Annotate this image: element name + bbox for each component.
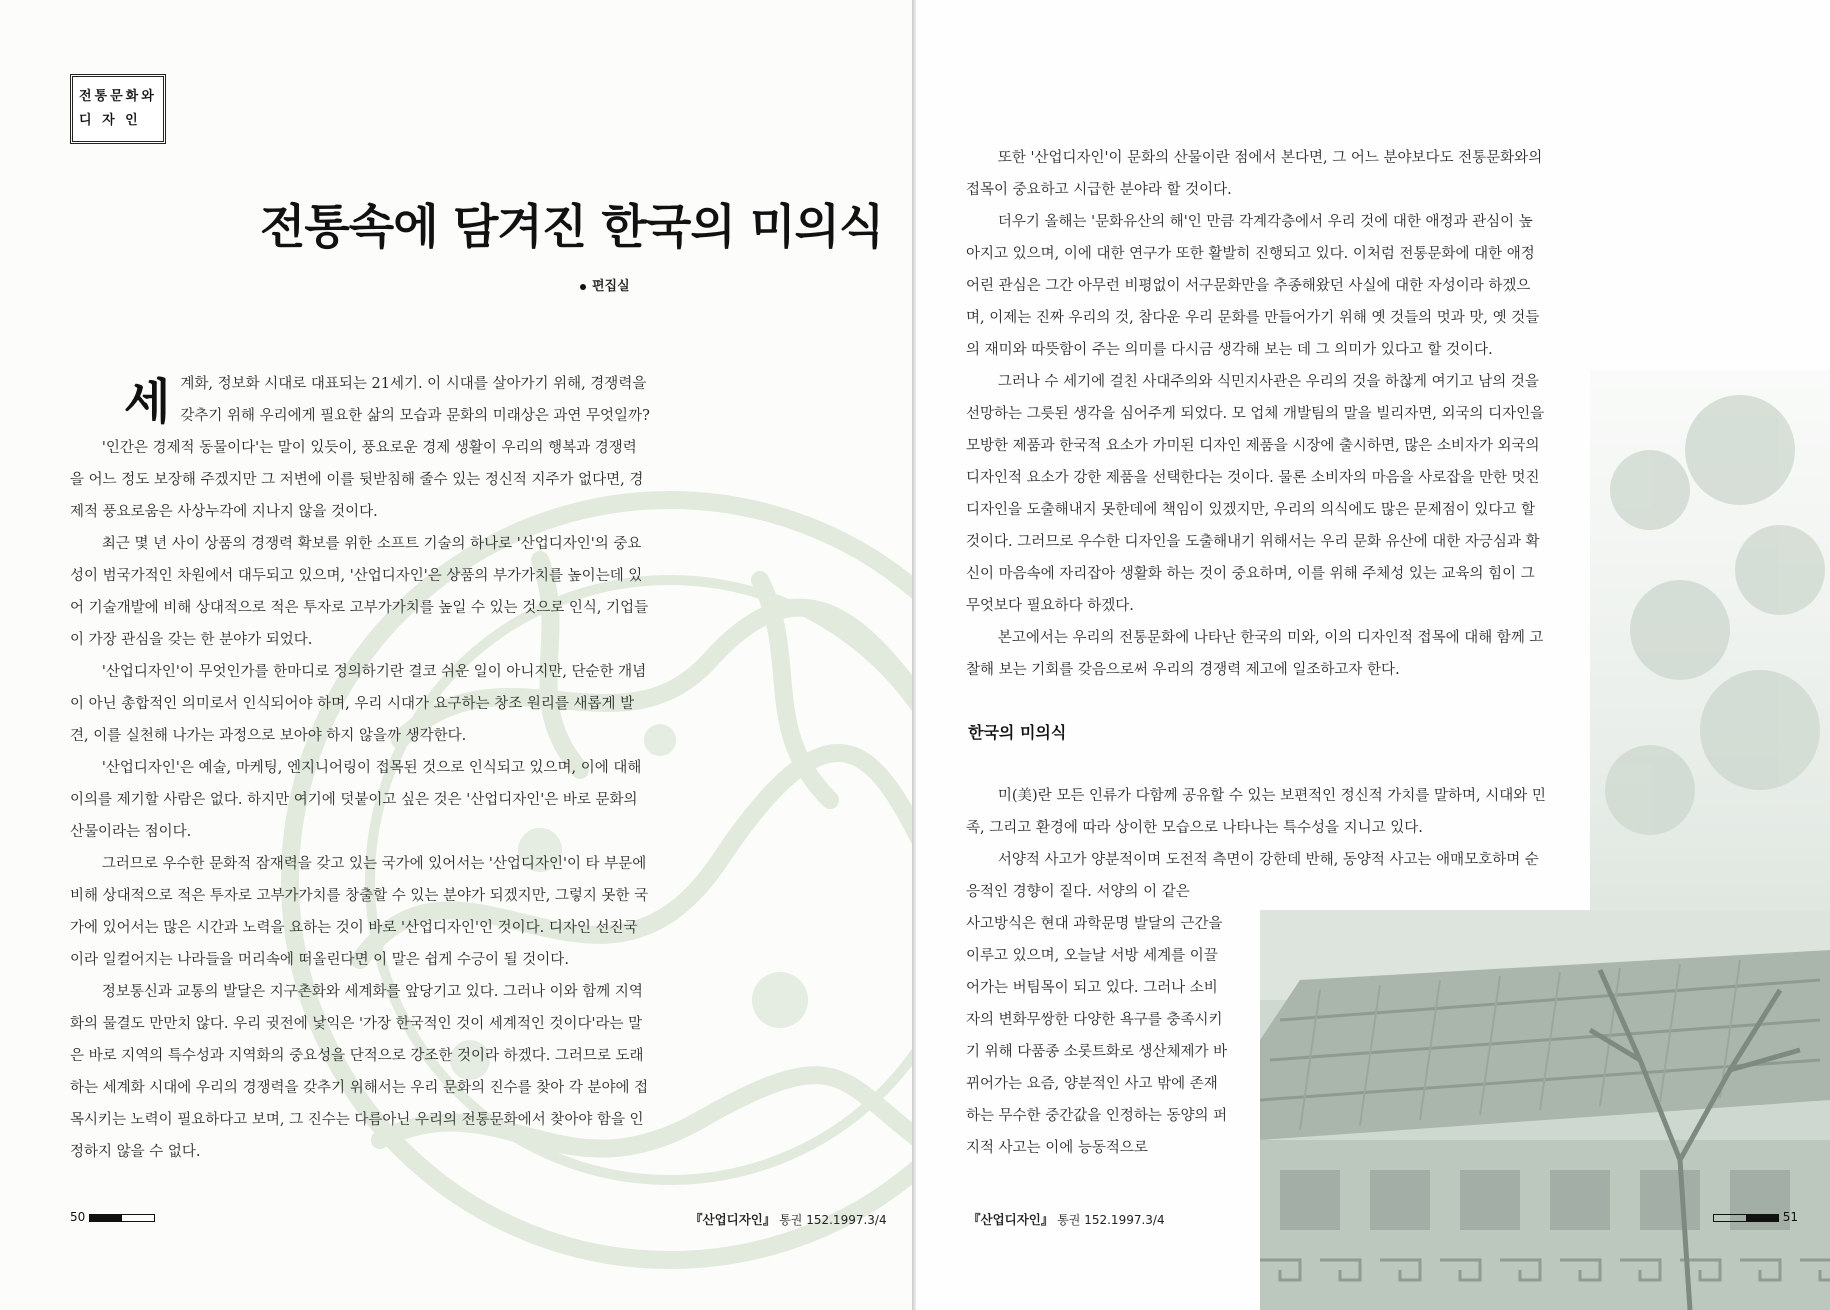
byline xyxy=(580,275,630,294)
paragraph: 최근 몇 년 사이 상품의 경쟁력 확보를 위한 소프트 기술의 하나로 '산업디자인'의 중요성이 범국가적인 차원에서 대두되고 있으며, '산업디자인'은 상품의 부가가치를 높이는데 있어 기술개발에 비해 상대적으로 적은 투자로 고부가가치를 높일 수 있는 것으로 인식, 기업들이 가장 관심을 갖는 한 분야가 되었다. xyxy=(70,536,649,648)
paragraph: '산업디자인'은 예술, 마케팅, 엔지니어링이 접목된 것으로 인식되고 있으며, 이에 대해 이의를 제기할 사람은 없다. 하지만 여기에 덧붙이고 싶은 것은 '산업디자인'은 바로 문화의 산물이라는 점이다. xyxy=(70,760,642,840)
paragraph: '산업디자인'이 무엇인가를 한마디로 정의하기란 결코 쉬운 일이 아니지만, 단순한 개념이 아닌 총합적인 의미로서 인식되어야 하며, 우리 시대가 요구하는 창조 원리를 새롭게 발견, 이를 실천해 나가는 과정으로 보아야 하지 않을까 생각한다. xyxy=(70,664,647,744)
page-number-left xyxy=(70,1210,159,1224)
paragraph: 정보통신과 교통의 발달은 지구촌화와 세계화를 앞당기고 있다. 그러나 이와 함께 지역화의 물결도 만만치 않다. 우리 귓전에 낯익은 '가장 한국적인 것이 세계적인 것이다'라는 말은 바로 지역의 특수성과 지역화의 중요성을 단적으로 강조한 것이라 하겠다. 그러므로 도래하는 세계화 시대에 우리의 경쟁력을 갖추기 위해서는 우리 문화의 진수를 찾아 각 분야에 접목시키는 노력이 필요하다고 보며, 그 진수는 다름아닌 우리의 전통문화에서 찾아야 함을 인정하지 않을 수 없다. xyxy=(70,984,649,1160)
bullet-icon xyxy=(580,284,586,290)
left-page xyxy=(0,0,912,1310)
right-section-body xyxy=(966,780,1546,1164)
folio-bar-icon xyxy=(89,1214,155,1222)
running-footer-right xyxy=(968,1210,1165,1228)
folio-bar-icon xyxy=(1713,1214,1779,1222)
magazine-name: 『산업디자인』 xyxy=(968,1212,1054,1227)
left-article-body xyxy=(70,368,650,1168)
paragraph: 서양적 사고가 양분적이며 도전적 측면이 강한데 반해, 동양적 사고는 애매모호하며 순응적인 경향이 짙다. 서양의 이 같은 xyxy=(966,852,1539,900)
page-number: 51 xyxy=(1782,1210,1798,1224)
magazine-name: 『산업디자인』 xyxy=(690,1212,776,1227)
running-footer-left xyxy=(690,1210,887,1228)
section-badge-line2: 디 자 인 xyxy=(79,113,141,128)
article-title: 전통속에 담겨진 한국의 미의식 xyxy=(260,200,884,255)
issue-info: 통권 152.1997.3/4 xyxy=(779,1213,887,1227)
paragraph-narrow: 사고방식은 현대 과학문명 발달의 근간을 이루고 있으며, 오늘날 서방 세계를 이끌어가는 버팀목이 되고 있다. 그러나 소비자의 변화무쌍한 다양한 욕구를 충족시키기 위해 다품종 소롯트화로 생산체제가 바뀌어가는 요즘, 양분적인 사고 밖에 존재하는 무수한 중간값을 인정하는 동양의 퍼지적 사고는 이에 능동적으로 xyxy=(966,916,1228,1156)
mist-illustration xyxy=(1590,370,1830,930)
section-badge-line1: 전통문화와 xyxy=(79,89,157,104)
paragraph: 미(美)란 모든 인류가 다함께 공유할 수 있는 보편적인 정신적 가치를 말하며, 시대와 민족, 그리고 환경에 따라 상이한 모습으로 나타나는 특수성을 지니고 있다. xyxy=(966,788,1546,836)
section-badge xyxy=(70,74,166,144)
paragraph: 계화, 정보화 시대로 대표되는 21세기. 이 시대를 살아가기 위해, 경쟁력을 갖추기 위해 우리에게 필요한 삶의 모습과 문화의 미래상은 과연 무엇일까? xyxy=(180,376,650,424)
issue-info: 통권 152.1997.3/4 xyxy=(1057,1213,1165,1227)
paragraph: 본고에서는 우리의 전통문화에 나타난 한국의 미와, 이의 디자인적 접목에 대해 함께 고찰해 보는 기회를 갖음으로써 우리의 경쟁력 제고에 일조하고자 한다. xyxy=(966,630,1544,678)
page-number-right xyxy=(1709,1210,1798,1224)
section-heading: 한국의 미의식 xyxy=(968,723,1067,742)
paragraph: 더우기 올해는 '문화유산의 해'인 만큼 각계각층에서 우리 것에 대한 애정과 관심이 높아지고 있으며, 이에 대한 연구가 또한 활발히 진행되고 있다. 이처럼 전통문화에 대한 애정어린 관심은 그간 아무런 비평없이 서구문화만을 추종해왔던 사실에 대한 자성이라 하겠으며, 이제는 진짜 우리의 것, 참다운 우리 문화를 만들어가기 위해 옛 것들의 멋과 맛, 옛 것들의 재미와 따뜻함이 주는 의미를 다시금 생각해 보는 데 그 의미가 있다고 할 것이다. xyxy=(966,214,1540,358)
paragraph: 그러므로 우수한 문화적 잠재력을 갖고 있는 국가에 있어서는 '산업디자인'이 타 부문에 비해 상대적으로 적은 투자로 고부가가치를 창출할 수 있는 분야가 되겠지만, 그렇지 못한 국가에 있어서는 많은 시간과 노력을 요하는 것이 바로 '산업디자인'인 것이다. 디자인 선진국이라 일컬어지는 나라들을 머리속에 떠올린다면 이 말은 쉽게 수긍이 될 것이다. xyxy=(70,856,649,968)
paragraph: 그러나 수 세기에 걸친 사대주의와 식민지사관은 우리의 것을 하찮게 여기고 남의 것을 선망하는 그릇된 생각을 심어주게 되었다. 모 업체 개발팀의 말을 빌리자면, 외국의 디자인을 모방한 제품과 한국적 요소가 가미된 디자인 제품을 시장에 출시하면, 많은 소비자가 외국의 디자인적 요소가 강한 제품을 선택한다는 것이다. 물론 소비자의 마음을 사로잡을 만한 멋진 디자인을 도출해내지 못한데에 책임이 있겠지만, 우리의 의식에도 많은 문제점이 있다고 할 것이다. 그러므로 우수한 디자인을 도출해내기 위해서는 우리 문화 유산에 대한 자긍심과 확신이 마음속에 자리잡아 생활화 하는 것이 중요하며, 이를 위해 주체성 있는 교육의 힘이 그 무엇보다 필요하다 하겠다. xyxy=(966,374,1545,614)
page-number: 50 xyxy=(70,1210,86,1224)
drop-cap: 세 xyxy=(124,374,171,430)
paragraph: '인간은 경제적 동물이다'는 말이 있듯이, 풍요로운 경제 생활이 우리의 행복과 경쟁력을 어느 정도 보장해 주겠지만 그 저변에 이를 뒷받침해 줄수 있는 정신적 지주가 없다면, 경제적 풍요로움은 사상누각에 지나지 않을 것이다. xyxy=(70,440,644,520)
byline-author: 편집실 xyxy=(592,279,630,294)
paragraph: 또한 '산업디자인'이 문화의 산물이란 점에서 본다면, 그 어느 분야보다도 전통문화와의 접목이 중요하고 시급한 분야라 할 것이다. xyxy=(966,150,1543,198)
right-article-body xyxy=(966,142,1546,686)
